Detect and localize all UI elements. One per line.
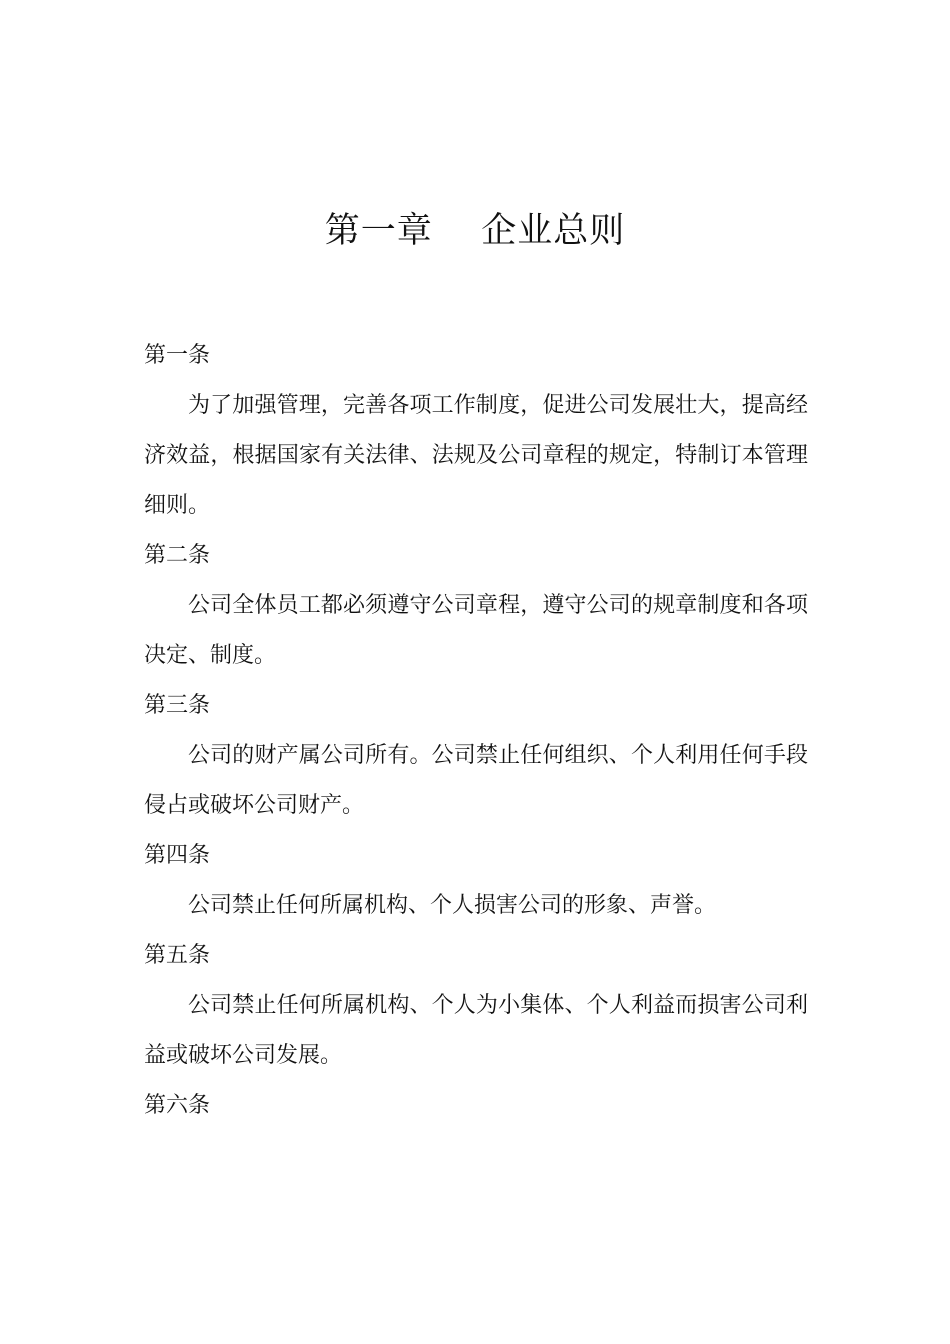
article-heading: 第六条 xyxy=(144,1093,211,1118)
article-3 xyxy=(144,681,808,831)
article-2 xyxy=(144,531,808,681)
document-body xyxy=(144,331,808,1131)
article-heading: 第四条 xyxy=(144,843,211,868)
article-heading: 第三条 xyxy=(144,693,211,718)
article-text: 公司的财产属公司所有。公司禁止任何组织、个人利用任何手段侵占或破坏公司财产。 xyxy=(144,743,808,818)
article-text: 为了加强管理，完善各项工作制度，促进公司发展壮大，提高经济效益，根据国家有关法律、法规及公司章程的规定，特制订本管理细则。 xyxy=(144,393,808,518)
article-heading: 第一条 xyxy=(144,343,211,368)
article-heading: 第五条 xyxy=(144,943,211,968)
article-text: 公司禁止任何所属机构、个人损害公司的形象、声誉。 xyxy=(188,893,717,918)
chapter-title: 第一章 企业总则 xyxy=(324,211,626,251)
article-text: 公司禁止任何所属机构、个人为小集体、个人利益而损害公司利益或破坏公司发展。 xyxy=(144,993,808,1068)
article-heading: 第二条 xyxy=(144,543,211,568)
article-text: 公司全体员工都必须遵守公司章程，遵守公司的规章制度和各项决定、制度。 xyxy=(144,593,808,668)
article-6 xyxy=(144,1081,808,1131)
article-1 xyxy=(144,331,808,531)
article-4 xyxy=(144,831,808,931)
article-5 xyxy=(144,931,808,1081)
